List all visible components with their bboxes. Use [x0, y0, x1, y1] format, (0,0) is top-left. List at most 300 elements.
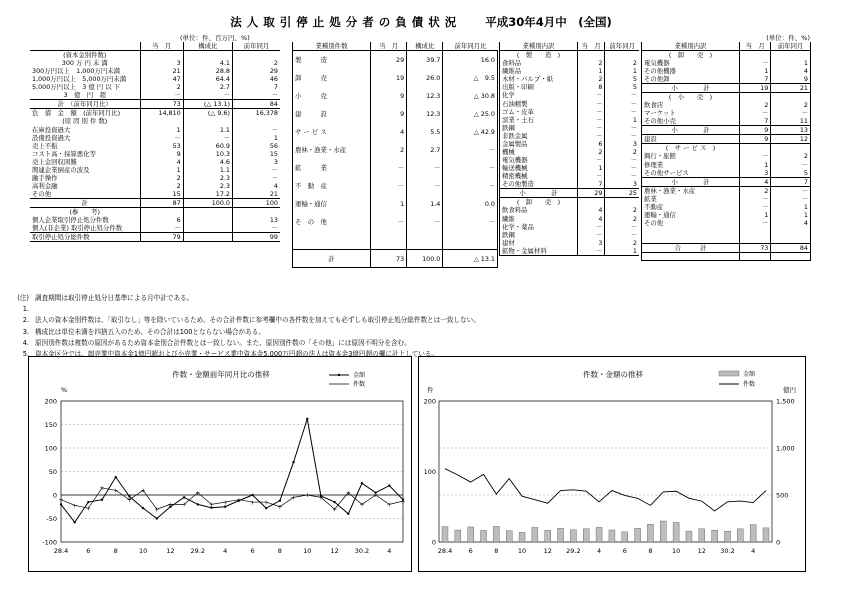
- row-label: 在庫投資過大: [32, 125, 71, 134]
- footnotes: [5, 293, 480, 360]
- table-row: [293, 87, 498, 105]
- table-row: [30, 182, 280, 190]
- cell-value: 13: [771, 126, 811, 135]
- table-row: [30, 134, 280, 142]
- x-tick-label: 6: [86, 547, 91, 555]
- cell-value: △ 13.1: [443, 250, 498, 268]
- x-tick-label: 8: [494, 547, 499, 555]
- cell-value: 29: [578, 189, 605, 198]
- cell-value: －: [578, 116, 605, 124]
- data-point: +: [400, 498, 406, 506]
- data-point: +: [250, 499, 256, 507]
- bar: [763, 528, 769, 542]
- data-point: [333, 501, 335, 503]
- cell-value: 84: [771, 243, 811, 252]
- x-tick-label: 30.2: [354, 547, 370, 555]
- cell-value: 29: [371, 51, 407, 69]
- table-row: [293, 123, 498, 141]
- table-row: [500, 51, 640, 60]
- cell-value: 1: [605, 247, 639, 256]
- row-label: (参 考): [30, 208, 140, 217]
- x-tick-label: 8: [648, 547, 653, 555]
- cell-value: －: [740, 59, 771, 67]
- row-label: ( 製 造 ): [500, 51, 578, 60]
- row-label: 金属製品: [500, 140, 578, 148]
- cell-value: －: [233, 91, 281, 100]
- cell-value: 3: [578, 239, 605, 247]
- row-label: 売上金回収困難: [32, 157, 77, 166]
- cell-value: 4: [771, 219, 811, 227]
- x-tick-label: 6: [468, 547, 473, 555]
- table-row: [642, 101, 811, 109]
- cell-value: 1: [740, 67, 771, 75]
- row-label: 個人(非企業) 取引停止処分件数: [32, 224, 123, 233]
- data-point: [73, 521, 75, 523]
- row-label: 製 造: [293, 51, 371, 69]
- bar: [468, 527, 474, 542]
- cell-value: 12: [771, 135, 811, 144]
- cell-value: [443, 231, 498, 249]
- cell-value: －: [605, 124, 639, 132]
- row-label: 農林・漁業・水産: [293, 141, 371, 159]
- table-row: [500, 239, 640, 247]
- data-point: +: [222, 499, 228, 507]
- row-label: [642, 235, 740, 243]
- trend-bar-line-chart: [419, 357, 807, 573]
- row-label: 設備投資過大: [32, 133, 71, 142]
- cell-value: [771, 252, 811, 260]
- cell-value: [740, 144, 771, 153]
- cell-value: 64.4: [183, 75, 232, 83]
- row-label: 輸送機械: [500, 164, 578, 172]
- cell-value: －: [233, 125, 281, 133]
- y-tick-label: 50: [48, 468, 57, 476]
- cell-value: 2: [233, 59, 281, 67]
- cell-value: 9: [771, 75, 811, 84]
- cell-value: 1: [140, 125, 183, 133]
- row-label: 個人企業取引停止処分件数: [32, 216, 109, 225]
- industry-breakdown-table-2: [641, 42, 811, 261]
- x-tick-label: 12: [330, 547, 339, 555]
- legend-label: 金額: [353, 372, 366, 379]
- table-row: [642, 169, 811, 178]
- row-label: ゴム・皮革: [500, 108, 578, 116]
- cell-value: －: [407, 177, 443, 195]
- bar: [545, 530, 551, 542]
- bar: [660, 521, 666, 542]
- data-point: [115, 476, 117, 478]
- x-tick-label: 4: [387, 547, 392, 555]
- column-header: 業種別件数: [293, 42, 371, 51]
- cell-value: 4: [233, 182, 281, 190]
- cell-value: 79: [140, 233, 183, 242]
- cell-value: 13: [233, 216, 281, 224]
- row-label: 売上不振: [32, 141, 58, 150]
- cell-value: －: [740, 109, 771, 117]
- table-row: [293, 105, 498, 123]
- cell-value: [183, 216, 232, 224]
- cell-value: －: [771, 195, 811, 203]
- cell-value: －: [578, 156, 605, 164]
- unit-label-left: (単位：件、百万円、%): [180, 34, 250, 42]
- column-header: 当 月: [740, 42, 771, 51]
- cell-value: 1: [140, 166, 183, 174]
- table-row: [30, 233, 280, 242]
- column-header: 業種別内訳: [642, 42, 740, 51]
- cell-value: [740, 227, 771, 235]
- cell-value: －: [578, 132, 605, 140]
- bar: [442, 527, 448, 542]
- cell-value: [183, 51, 232, 60]
- cell-value: －: [371, 213, 407, 231]
- data-point: +: [167, 501, 173, 509]
- row-label: 飲食料品: [500, 206, 578, 214]
- cell-value: 2.3: [183, 182, 232, 190]
- note-line: [5, 315, 480, 326]
- cell-value: [740, 93, 771, 102]
- cell-value: 9: [740, 135, 771, 144]
- table-row: [293, 51, 498, 69]
- cell-value: [183, 224, 232, 233]
- row-label: 負 債 金 額 (前年同月比): [30, 109, 140, 118]
- cell-value: 2: [578, 59, 605, 67]
- cell-value: 15: [233, 150, 281, 158]
- cell-value: [578, 198, 605, 207]
- y-tick-label-right: 0: [776, 538, 781, 547]
- table-row: [30, 125, 280, 133]
- bar: [570, 530, 576, 542]
- bar: [712, 530, 718, 542]
- cell-value: 100.0: [183, 199, 232, 208]
- table-row: [500, 180, 640, 189]
- cell-value: －: [578, 99, 605, 107]
- row-label: 修理業: [642, 160, 740, 168]
- table-row: [30, 199, 280, 208]
- y-tick-label: -50: [46, 515, 57, 523]
- cell-value: 3: [740, 169, 771, 178]
- note-number: 2.: [22, 316, 29, 325]
- cell-value: [183, 233, 232, 242]
- table-row: [293, 69, 498, 87]
- data-point: [388, 484, 390, 486]
- row-label: 運輸・通信: [293, 195, 371, 213]
- row-label: 鉄鋼: [500, 231, 578, 239]
- cell-value: 4: [578, 215, 605, 223]
- y-tick-label-left: 100: [423, 468, 436, 476]
- cell-value: 9: [371, 105, 407, 123]
- cell-value: 99: [233, 233, 281, 242]
- row-label: 計: [30, 199, 140, 208]
- cell-value: －: [578, 223, 605, 231]
- cell-value: 1: [605, 116, 639, 124]
- row-label: その他サービス: [642, 169, 740, 178]
- cell-value: 9: [740, 126, 771, 135]
- table-row: [500, 206, 640, 214]
- cell-value: 1: [740, 211, 771, 219]
- table-row: [30, 174, 280, 182]
- cell-value: 29: [233, 67, 281, 75]
- cell-value: 2.3: [183, 174, 232, 182]
- x-tick-label: 28.4: [437, 547, 453, 555]
- cell-value: 12.3: [407, 105, 443, 123]
- legend-marker: [338, 374, 340, 376]
- cell-value: 4: [771, 67, 811, 75]
- row-label: 合 計: [642, 243, 740, 252]
- cell-value: －: [605, 108, 639, 116]
- table-row: [642, 75, 811, 84]
- table-row: [500, 132, 640, 140]
- row-label: 食料品: [500, 59, 578, 67]
- row-label: 卸 売: [293, 69, 371, 87]
- table-row: [642, 195, 811, 203]
- data-point: [183, 496, 185, 498]
- column-header: 当 月: [371, 42, 407, 51]
- cell-value: [771, 144, 811, 153]
- cell-value: △ 42.9: [443, 123, 498, 141]
- table-row: [500, 67, 640, 75]
- y-tick-label: 0: [52, 491, 57, 500]
- bar: [724, 531, 730, 542]
- cell-value: －: [371, 177, 407, 195]
- table-row: [30, 208, 280, 217]
- table-row: [30, 142, 280, 150]
- table-row: [293, 195, 498, 213]
- cell-value: 2: [605, 215, 639, 223]
- cell-value: 2: [140, 174, 183, 182]
- table-row: [642, 227, 811, 235]
- row-label: 鉄鋼: [500, 124, 578, 132]
- row-label: 繊維品: [500, 67, 578, 75]
- row-label: 計: [293, 250, 371, 268]
- data-point: +: [304, 492, 310, 500]
- bar: [609, 530, 615, 542]
- cell-value: 100.0: [407, 250, 443, 268]
- cell-value: 2: [578, 75, 605, 83]
- series-line: [445, 469, 766, 511]
- note-number: (注) 1.: [17, 294, 36, 314]
- page-title: 法人取引停止処分者の負債状況 平成30年4月中 (全国): [230, 15, 612, 29]
- data-point: [197, 503, 199, 505]
- cell-value: －: [233, 174, 281, 182]
- row-label: 電気機器: [500, 156, 578, 164]
- data-point: +: [291, 494, 297, 502]
- cell-value: [771, 51, 811, 60]
- table-row: [500, 140, 640, 148]
- row-label: 興行・旅館: [642, 152, 740, 160]
- column-header: 前年同月比: [443, 42, 498, 51]
- x-tick-label: 12: [543, 547, 552, 555]
- cell-value: 5: [605, 75, 639, 83]
- cell-value: －: [605, 164, 639, 172]
- cell-value: －: [140, 134, 183, 142]
- bar: [699, 529, 705, 542]
- cell-value: [771, 235, 811, 243]
- row-label: ( 卸 売 ): [500, 198, 578, 207]
- bar: [647, 524, 653, 542]
- cell-value: －: [407, 213, 443, 231]
- table-row: [30, 51, 280, 60]
- table-row: [500, 148, 640, 156]
- table-row: [30, 100, 280, 109]
- row-label: 非鉄金属: [500, 132, 578, 140]
- row-label: 農林・漁業・水産: [642, 186, 740, 195]
- industry-breakdown-table-1: [499, 42, 639, 256]
- yoy-line-chart: [29, 357, 413, 573]
- cell-value: [771, 93, 811, 102]
- data-point: [251, 494, 253, 496]
- note-text: 法人の資本金別件数は、「取引なし」等を除いているため、その合計件数に参考欄中の各件数を加えても必ずしも取引停止処分総件数とは一致しない。: [35, 316, 480, 325]
- row-label: 鉱 業: [293, 159, 371, 177]
- plot-frame: [61, 401, 406, 542]
- note-line: [5, 293, 480, 315]
- row-label: 300万円以上 1,000万円未満: [32, 67, 121, 76]
- legend-bar: [719, 371, 739, 376]
- cell-value: [771, 227, 811, 235]
- cell-value: 7: [233, 83, 281, 91]
- x-tick-label: 10: [138, 547, 148, 555]
- row-label: 融手操作: [32, 174, 58, 183]
- cell-value: △ 30.8: [443, 87, 498, 105]
- cell-value: 26.0: [407, 69, 443, 87]
- table-row: [642, 84, 811, 93]
- cell-value: 16,378: [233, 109, 281, 118]
- cell-value: [183, 208, 232, 217]
- cell-value: －: [771, 160, 811, 168]
- note-text: 資本金区分では、卸売業中資本金1億円超および小売業・サービス業中資本金5,000万円超の法人は資本金3億円超の欄に計上している。: [35, 350, 439, 359]
- cell-value: －: [233, 166, 281, 174]
- cell-value: 4: [578, 206, 605, 214]
- cell-value: 1.1: [183, 125, 232, 133]
- cell-value: 1: [771, 211, 811, 219]
- x-tick-label: 10: [303, 547, 312, 555]
- row-label: 5,000万円以上 3 億 円 以 下: [32, 83, 121, 92]
- cell-value: [140, 117, 183, 125]
- cell-value: △ 25.0: [443, 105, 498, 123]
- table-row: [500, 124, 640, 132]
- table-row: [500, 215, 640, 223]
- cell-value: －: [233, 224, 281, 233]
- row-label: その他製造: [500, 180, 578, 189]
- row-label: 1,000万円以上 5,000万円未満: [32, 75, 127, 84]
- y-tick-label: 200: [44, 397, 57, 406]
- cell-value: 21: [140, 67, 183, 75]
- data-point: +: [332, 506, 338, 514]
- x-tick-label: 8: [277, 547, 282, 555]
- row-label: (原 因 別 件 数): [62, 117, 108, 126]
- cell-value: [740, 51, 771, 60]
- plot-frame: [439, 401, 772, 542]
- y-tick-label-right: 1,500: [776, 397, 795, 406]
- y-tick-label: 150: [44, 421, 57, 429]
- cell-value: △ 9.5: [443, 69, 498, 87]
- cell-value: 1: [771, 203, 811, 211]
- cell-value: (△ 13.1): [183, 100, 232, 109]
- cell-value: [371, 231, 407, 249]
- x-tick-label: 10: [671, 547, 681, 555]
- row-label: その他機器: [642, 67, 740, 75]
- row-label: 小 計: [500, 189, 578, 198]
- cell-value: 1: [771, 59, 811, 67]
- note-line: [5, 338, 480, 349]
- data-point: [347, 513, 349, 515]
- cell-value: 1: [578, 67, 605, 75]
- table-row: [30, 117, 280, 125]
- cell-value: 47: [140, 75, 183, 83]
- cell-value: 6: [140, 216, 183, 224]
- cell-value: －: [578, 172, 605, 180]
- cell-value: －: [605, 132, 639, 140]
- cell-value: 25: [605, 189, 639, 198]
- cell-value: 5: [605, 83, 639, 91]
- row-label: その他: [32, 190, 52, 199]
- cell-value: －: [771, 186, 811, 195]
- note-text: 原因別件数は複数の原因があるため資本金別合計件数とは一致しない。また、原因別件数の「その他」には原因不明分を含む。: [35, 338, 411, 347]
- y-tick-label-right: 1,000: [776, 444, 795, 453]
- cell-value: 53: [140, 142, 183, 150]
- bar: [673, 522, 679, 542]
- cell-value: 9: [140, 150, 183, 158]
- table-row: [30, 224, 280, 233]
- table-row: [500, 231, 640, 239]
- data-point: [292, 461, 294, 463]
- chart-panel-trend: [418, 356, 806, 572]
- row-label: 建設: [642, 135, 740, 144]
- y-axis-label-right: 億円: [783, 386, 796, 394]
- table-row: [642, 219, 811, 227]
- row-label: 化学: [500, 91, 578, 99]
- cell-value: (△ 9.6): [183, 109, 232, 118]
- row-label: その他小売: [642, 117, 740, 126]
- table-row: [642, 117, 811, 126]
- cell-value: －: [443, 213, 498, 231]
- y-tick-label: 100: [44, 444, 57, 453]
- cell-value: [578, 51, 605, 60]
- table-row: [500, 223, 640, 231]
- cell-value: －: [443, 177, 498, 195]
- x-tick-label: 10: [517, 547, 527, 555]
- table-row: [642, 252, 811, 260]
- row-label: [293, 231, 371, 249]
- cell-value: 3: [140, 59, 183, 67]
- bar: [532, 527, 538, 542]
- cell-value: 3: [605, 180, 639, 189]
- cell-value: 5.5: [407, 123, 443, 141]
- row-label: 鉱業: [642, 195, 740, 203]
- cell-value: 2: [578, 148, 605, 156]
- row-label: コスト高・採算悪化等: [32, 149, 96, 158]
- cell-value: －: [605, 172, 639, 180]
- note-number: 3.: [22, 327, 29, 336]
- y-tick-label-right: 500: [776, 491, 789, 500]
- chart-title: 件数・金額前年同月比の推移: [172, 370, 270, 379]
- cell-value: 2: [771, 152, 811, 160]
- x-tick-label: 4: [223, 547, 228, 555]
- table-row: [642, 126, 811, 135]
- cell-value: －: [183, 134, 232, 142]
- bar: [493, 526, 499, 542]
- chart-panel-yoy: [28, 356, 412, 572]
- bar: [455, 530, 461, 542]
- table-row: [500, 156, 640, 164]
- row-label: 取引停止処分総件数: [30, 233, 140, 242]
- series-line-0: [61, 419, 406, 522]
- row-label: 鉱物・金属材料: [500, 247, 578, 256]
- cell-value: －: [740, 219, 771, 227]
- cell-value: 17.2: [183, 190, 232, 199]
- data-point: [279, 499, 281, 501]
- row-label: 3 億 円 超: [63, 91, 106, 100]
- cell-value: 7: [578, 180, 605, 189]
